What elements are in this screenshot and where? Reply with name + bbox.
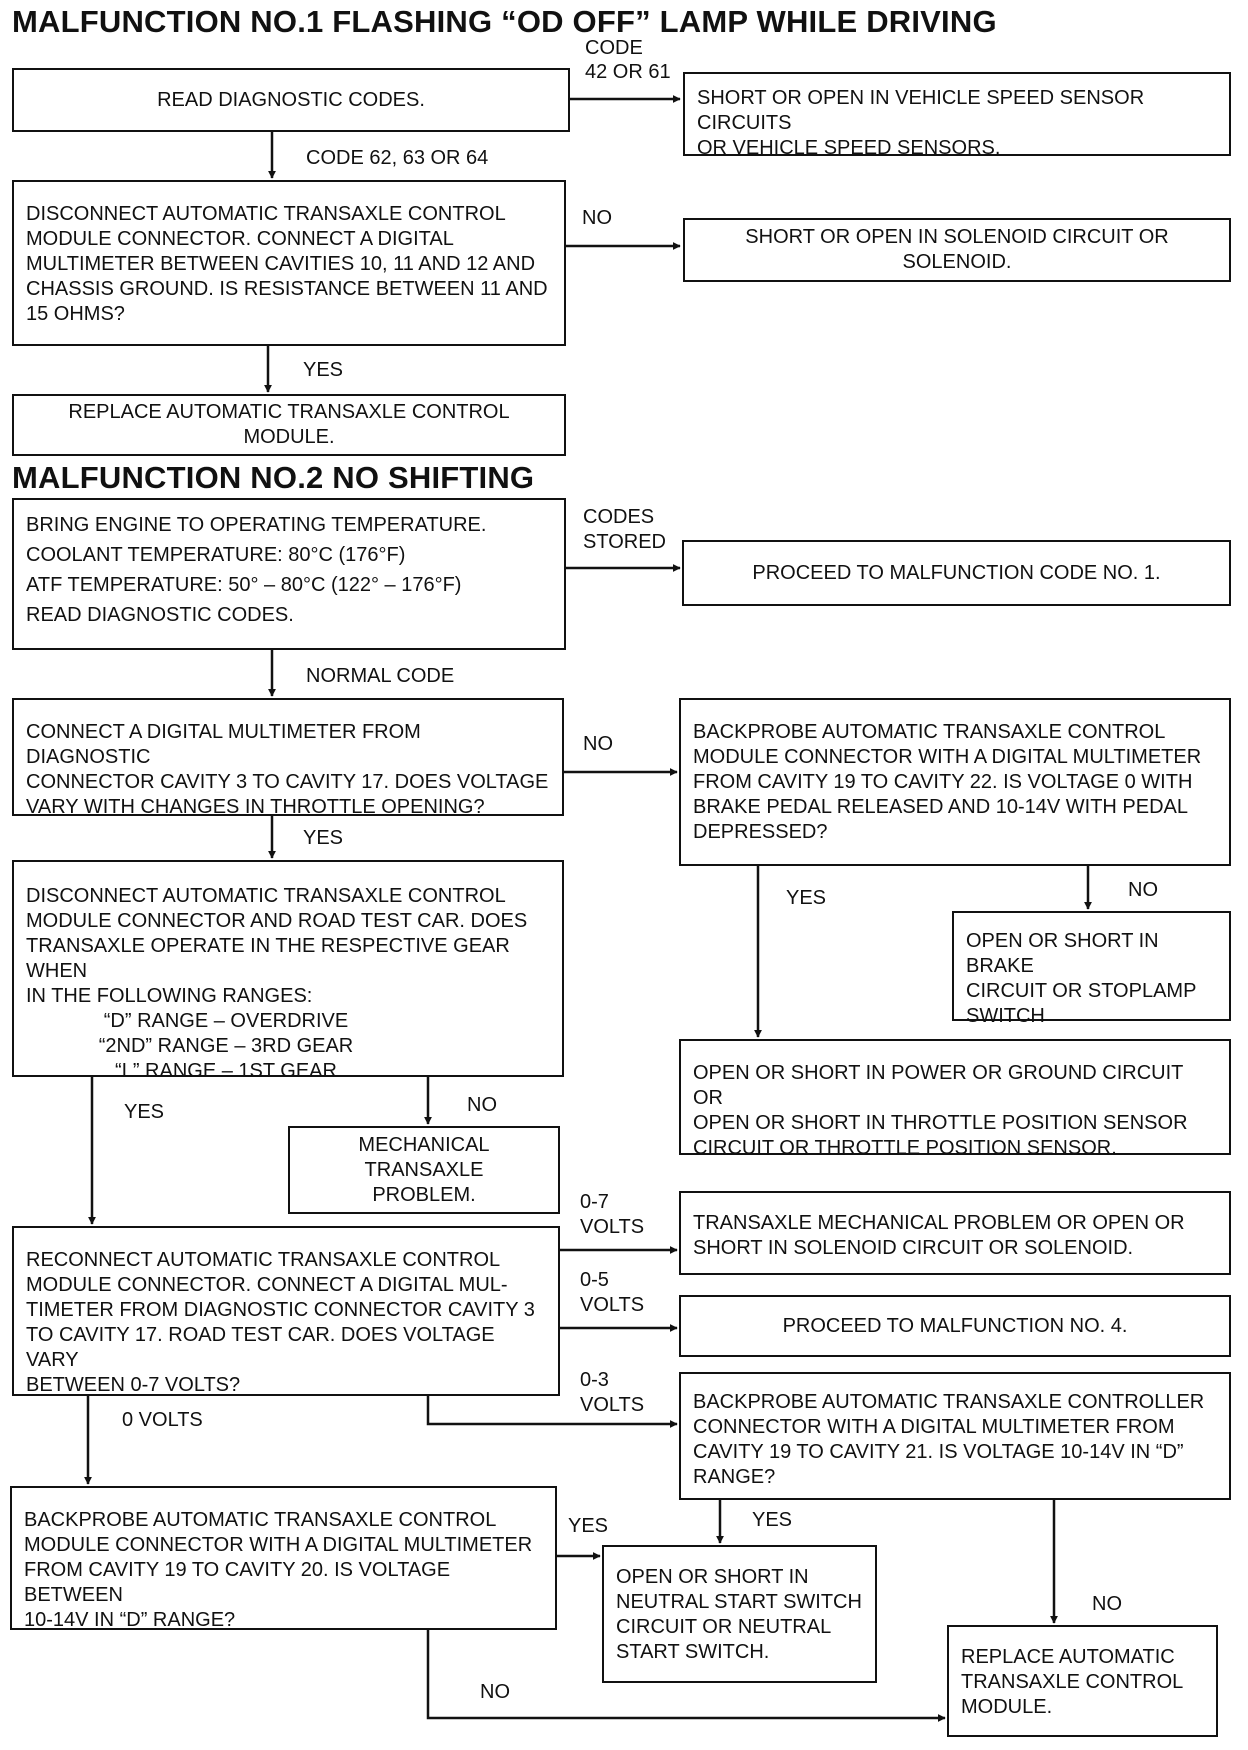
connect-dmm-line: VARY WITH CHANGES IN THROTTLE OPENING?: [26, 796, 485, 818]
power-ground-line: OPEN OR SHORT IN THROTTLE POSITION SENSOR: [693, 1112, 1188, 1134]
reconnect-line: TO CAVITY 17. ROAD TEST CAR. DOES VOLTAGE VARY: [26, 1324, 495, 1371]
range-line: “D” RANGE – OVERDRIVE: [103, 1010, 349, 1032]
neutral-start-line: START SWITCH.: [616, 1641, 770, 1663]
engine-temp-line: READ DIAGNOSTIC CODES.: [26, 604, 294, 626]
disconnect-line: DISCONNECT AUTOMATIC TRANSAXLE CONTROL: [26, 203, 506, 225]
transaxle-mech-line: TRANSAXLE MECHANICAL PROBLEM OR OPEN OR: [693, 1212, 1185, 1234]
backprobe-cav20-line: BACKPROBE AUTOMATIC TRANSAXLE CONTROL: [24, 1509, 497, 1531]
normal-code-label: NORMAL CODE: [306, 665, 455, 687]
mechanical-line: PROBLEM.: [372, 1183, 476, 1206]
reconnect-line: MODULE CONNECTOR. CONNECT A DIGITAL MUL-: [26, 1274, 508, 1296]
yes-label-brake: YES: [786, 887, 827, 909]
backprobe-brake-box: [679, 698, 1231, 866]
no-label-cav20: NO: [480, 1681, 510, 1703]
backprobe-brake-line: BRAKE PEDAL RELEASED AND 10-14V WITH PEDAL: [693, 796, 1188, 818]
brake-circuit-line: OPEN OR SHORT IN BRAKE: [966, 930, 1159, 977]
range-line: “2ND” RANGE – 3RD GEAR: [98, 1035, 354, 1057]
no-label-road: NO: [467, 1094, 497, 1116]
mechanical-problem-box: [288, 1126, 560, 1214]
reconnect-box: [12, 1226, 560, 1396]
replace-final-box: [947, 1625, 1218, 1737]
no-label-brake: NO: [1128, 879, 1158, 901]
backprobe-brake-line: MODULE CONNECTOR WITH A DIGITAL MULTIMETER: [693, 746, 1202, 768]
yes-label-controller: YES: [752, 1509, 793, 1531]
code-label-line2: 42 OR 61: [585, 61, 671, 83]
solenoid-box: SHORT OR OPEN IN SOLENOID CIRCUIT OR SOLENOID.: [683, 218, 1231, 282]
v07-line2: VOLTS: [580, 1216, 645, 1238]
code-62-label: CODE 62, 63 OR 64: [306, 147, 489, 169]
disconnect-resistance-box: [12, 180, 566, 346]
neutral-start-box: [602, 1545, 877, 1683]
zero-volts-label: 0 VOLTS: [122, 1409, 203, 1431]
power-ground-line: CIRCUIT OR THROTTLE POSITION SENSOR.: [693, 1137, 1117, 1159]
yes-label-throttle: YES: [303, 827, 344, 849]
engine-temp-line: BRING ENGINE TO OPERATING TEMPERATURE.: [26, 514, 487, 536]
backprobe-controller-line: CAVITY 19 TO CAVITY 21. IS VOLTAGE 10-14V IN “D”: [693, 1441, 1184, 1463]
disconnect-line: CHASSIS GROUND. IS RESISTANCE BETWEEN 11 AND: [26, 278, 548, 300]
backprobe-controller-line: BACKPROBE AUTOMATIC TRANSAXLE CONTROLLER: [693, 1391, 1205, 1413]
road-test-box: [12, 860, 564, 1082]
disconnect-line: MODULE CONNECTOR. CONNECT A DIGITAL: [26, 228, 454, 250]
codes-stored-line1: CODES: [583, 506, 655, 528]
disconnect-line: 15 OHMS?: [26, 303, 125, 325]
road-test-line: TRANSAXLE OPERATE IN THE RESPECTIVE GEAR WHEN: [26, 935, 510, 982]
v05-line2: VOLTS: [580, 1294, 645, 1316]
backprobe-controller-line: CONNECTOR WITH A DIGITAL MULTIMETER FROM: [693, 1416, 1175, 1438]
engine-temp-line: COOLANT TEMPERATURE: 80°C (176°F): [26, 544, 406, 566]
road-test-line: DISCONNECT AUTOMATIC TRANSAXLE CONTROL: [26, 885, 506, 907]
no-label-controller: NO: [1092, 1593, 1122, 1615]
section1-title: MALFUNCTION NO.1 FLASHING “OD OFF” LAMP WHILE DRIVING: [12, 4, 997, 39]
codes-stored-line2: STORED: [583, 531, 666, 553]
backprobe-brake-line: BACKPROBE AUTOMATIC TRANSAXLE CONTROL: [693, 721, 1166, 743]
reconnect-line: RECONNECT AUTOMATIC TRANSAXLE CONTROL: [26, 1249, 501, 1271]
disconnect-line: MULTIMETER BETWEEN CAVITIES 10, 11 AND 12 AND: [26, 253, 536, 275]
v07-line1: 0-7: [580, 1191, 609, 1213]
neutral-start-line: OPEN OR SHORT IN: [616, 1566, 809, 1588]
reconnect-line: BETWEEN 0-7 VOLTS?: [26, 1374, 241, 1396]
backprobe-brake-line: DEPRESSED?: [693, 821, 828, 843]
yes-label-road: YES: [124, 1101, 165, 1123]
neutral-start-line: CIRCUIT OR NEUTRAL: [616, 1616, 832, 1638]
power-ground-box: [679, 1039, 1231, 1159]
reconnect-line: TIMETER FROM DIAGNOSTIC CONNECTOR CAVITY 3: [26, 1299, 535, 1321]
replace-final-line: REPLACE AUTOMATIC: [961, 1646, 1175, 1668]
replace-final-line: TRANSAXLE CONTROL: [961, 1671, 1184, 1693]
engine-temp-box: [12, 498, 566, 650]
power-ground-line: OPEN OR SHORT IN POWER OR GROUND CIRCUIT OR: [693, 1062, 1184, 1109]
backprobe-controller-line: RANGE?: [693, 1466, 776, 1488]
replace-final-line: MODULE.: [961, 1696, 1053, 1718]
speed-sensor-box: [683, 72, 1231, 159]
neutral-start-line: NEUTRAL START SWITCH: [616, 1591, 862, 1613]
backprobe-brake-line: FROM CAVITY 19 TO CAVITY 22. IS VOLTAGE 0 WITH: [693, 771, 1193, 793]
yes-label: YES: [303, 359, 344, 381]
no-label-throttle: NO: [583, 733, 613, 755]
section2-title: MALFUNCTION NO.2 NO SHIFTING: [12, 460, 535, 495]
backprobe-controller-box: [679, 1372, 1231, 1500]
speed-sensor-line: OR VEHICLE SPEED SENSORS.: [697, 137, 1001, 159]
range-line: “L” RANGE – 1ST GEAR: [115, 1060, 337, 1082]
no-label: NO: [582, 207, 612, 229]
brake-circuit-box: [952, 911, 1231, 1027]
backprobe-cav20-line: FROM CAVITY 19 TO CAVITY 20. IS VOLTAGE BETWEEN: [24, 1559, 451, 1606]
proceed-code1-box: PROCEED TO MALFUNCTION CODE NO. 1.: [682, 540, 1231, 606]
code-label-line1: CODE: [585, 37, 643, 59]
mechanical-line: MECHANICAL TRANSAXLE: [358, 1133, 490, 1181]
brake-circuit-line: CIRCUIT OR STOPLAMP: [966, 980, 1197, 1002]
connect-dmm-box: [12, 698, 564, 816]
backprobe-cav20-line: MODULE CONNECTOR WITH A DIGITAL MULTIMETER: [24, 1534, 533, 1556]
road-test-line: IN THE FOLLOWING RANGES:: [26, 985, 313, 1007]
transaxle-mech-line: SHORT IN SOLENOID CIRCUIT OR SOLENOID.: [693, 1237, 1134, 1259]
replace-module-box: REPLACE AUTOMATIC TRANSAXLE CONTROL MODULE.: [12, 394, 566, 456]
speed-sensor-line: SHORT OR OPEN IN VEHICLE SPEED SENSOR CIRCUITS: [697, 87, 1145, 134]
v03-line1: 0-3: [580, 1369, 609, 1391]
v03-line2: VOLTS: [580, 1394, 645, 1416]
brake-circuit-line: SWITCH: [966, 1005, 1045, 1027]
engine-temp-line: ATF TEMPERATURE: 50° – 80°C (122° – 176°F): [26, 574, 462, 596]
backprobe-cav20-box: [10, 1486, 557, 1630]
connect-dmm-line: CONNECTOR CAVITY 3 TO CAVITY 17. DOES VOLTAGE: [26, 771, 549, 793]
read-codes-box: READ DIAGNOSTIC CODES.: [12, 68, 570, 132]
road-test-line: MODULE CONNECTOR AND ROAD TEST CAR. DOES: [26, 910, 528, 932]
connect-dmm-line: CONNECT A DIGITAL MULTIMETER FROM DIAGNOSTIC: [26, 721, 421, 768]
yes-label-cav20: YES: [568, 1515, 609, 1537]
transaxle-mech-box: [679, 1191, 1231, 1275]
proceed-no4-box: PROCEED TO MALFUNCTION NO. 4.: [679, 1295, 1231, 1357]
backprobe-cav20-line: 10-14V IN “D” RANGE?: [24, 1609, 236, 1631]
v05-line1: 0-5: [580, 1269, 609, 1291]
